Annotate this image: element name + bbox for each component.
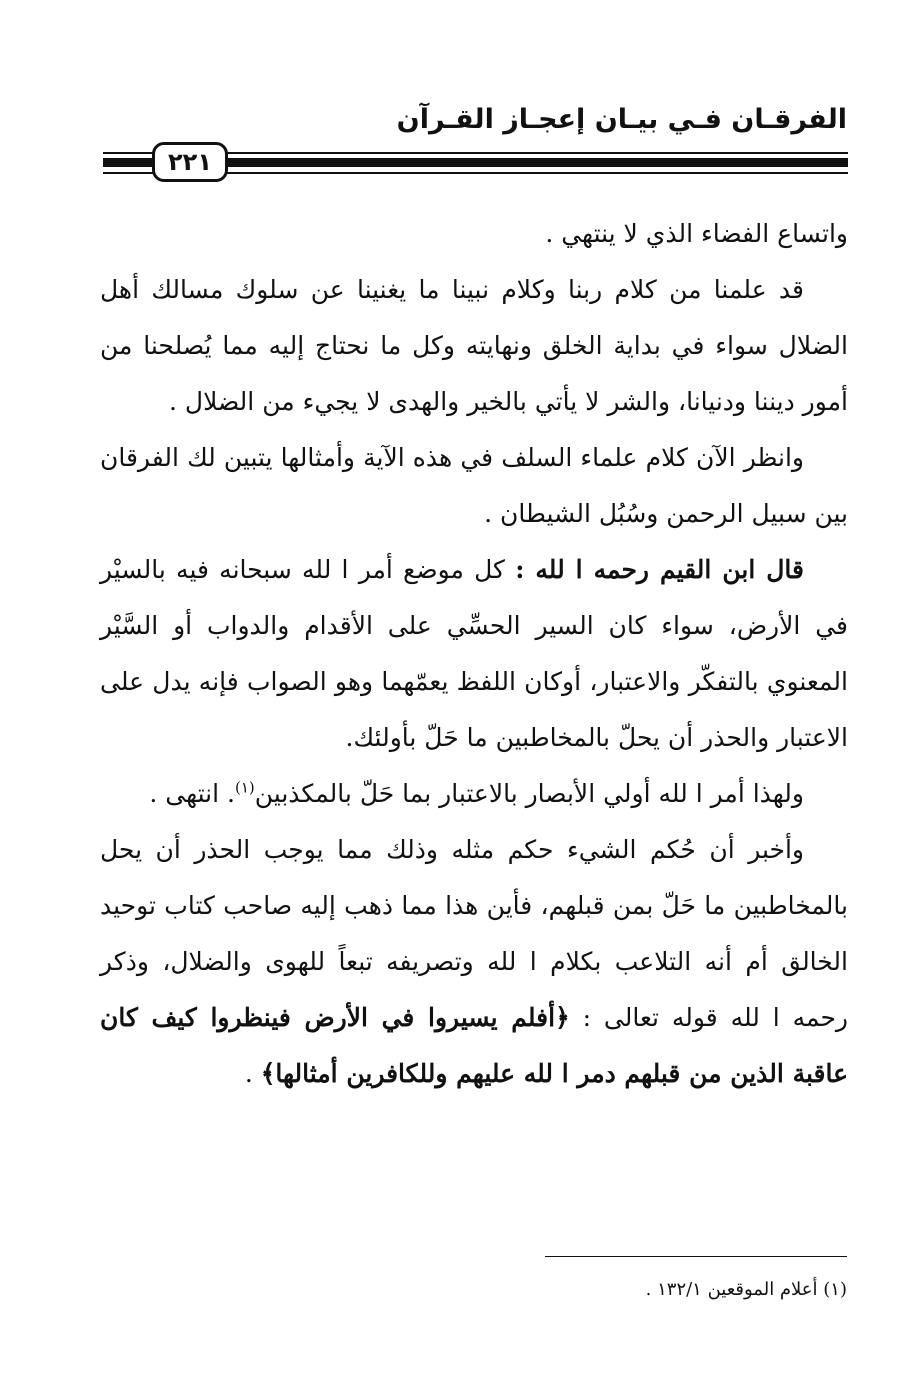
paragraph-3: وانظر الآن كلام علماء السلف في هذه الآية وأمثالها يتبين لك الفرقان بين سبيل الرحمن وسُبُل الشيطان . xyxy=(100,443,848,528)
page-number-badge: ٢٢١ xyxy=(152,142,228,182)
paragraph-5-text: ولهذا أمر ا لله أولي الأبصار بالاعتبار بما حَلّ بالمكذبين xyxy=(254,779,804,808)
paragraph-6 xyxy=(100,822,848,1102)
footnote: (١) أعلام الموقعين ١٣٢/١ . xyxy=(645,1279,847,1300)
paragraph-5 xyxy=(100,766,848,822)
paragraph-2: قد علمنا من كلام ربنا وكلام نبينا ما يغنينا عن سلوك مسالك أهل الضلال سواء في بداية الخلق ونهايته وكل ما نحتاج إليه مما يُصلحنا من أمور ديننا ودنيانا، والشر لا يأتي بالخير والهدى لا يجيء من الضلال . xyxy=(100,275,848,416)
body-text xyxy=(100,206,848,1102)
quran-verse: ﴿أفلم يسيروا في الأرض فينظروا كيف كان عاقبة الذين من قبلهم دمر ا لله عليهم وللكافرين أمثالها﴾ xyxy=(100,1003,848,1088)
paragraph-6-end: . xyxy=(244,1059,261,1088)
quote-text: كل موضع أمر ا لله سبحانه فيه بالسيْر في الأرض، سواء كان السير الحسِّي على الأقدام والدواب أو السَّيْر المعنوي بالتفكّر والاعتبار، أوكان اللفظ يعمّهما وهو الصواب فإنه يدل على الاعتبار والحذر أن يحلّ بالمخاطبين ما حَلّ بأولئك. xyxy=(100,555,848,752)
footnote-separator xyxy=(545,1256,847,1257)
running-title: الفرقـان فـي بيـان إعجـاز القـرآن xyxy=(396,104,847,135)
paragraph-4 xyxy=(100,542,848,766)
quote-attribution: قال ابن القيم رحمه ا لله : xyxy=(515,555,804,584)
footnote-reference: (١) xyxy=(234,778,255,797)
paragraph-1: واتساع الفضاء الذي لا ينتهي . xyxy=(545,219,848,248)
paragraph-6-text: وأخبر أن حُكم الشيء حكم مثله وذلك مما يوجب الحذر أن يحل بالمخاطبين ما حَلّ بمن قبلهم، فأين هذا مما ذهب إليه صاحب كتاب توحيد الخالق أم أنه التلاعب بكلام ا لله وتصريفه تبعاً للهوى والضلال، وذكر رحمه ا لله قوله تعالى : xyxy=(100,835,848,1032)
paragraph-5-end: . انتهى . xyxy=(149,779,235,808)
